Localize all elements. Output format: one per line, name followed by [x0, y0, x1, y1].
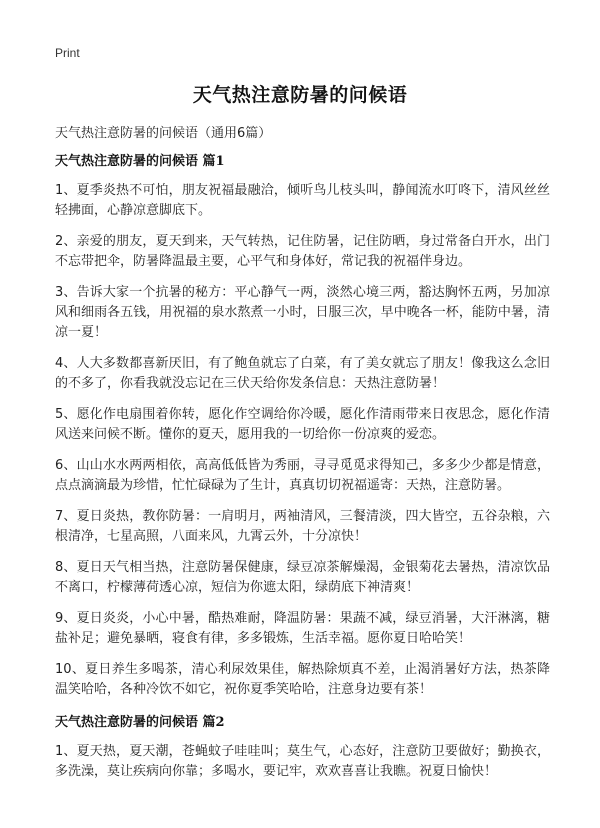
section-1 — [55, 150, 550, 700]
paragraph: 6、山山水水两两相依，高高低低皆为秀丽，寻寻觅觅求得知己，多多少少都是情意，点点滴滴最为珍惜，忙忙碌碌为了生计，真真切切祝福遥寄：天热，注意防暑。 — [55, 458, 550, 493]
paragraph: 1、夏天热，夏天潮，苍蝇蚊子哇哇叫；莫生气，心态好，注意防卫要做好；勤换衣，多洗澡，莫让疾病向你靠；多喝水，要记牢，欢欢喜喜让我瞧。祝夏日愉快！ — [55, 744, 550, 779]
section-heading: 天气热注意防暑的问候语 篇1 — [55, 154, 225, 169]
paragraph: 7、夏日炎热，教你防暑：一肩明月，两袖清风，三餐清淡，四大皆空，五谷杂粮，六根清净，七星高照，八面来风，九霄云外，十分凉快！ — [55, 509, 550, 544]
paragraph: 3、告诉大家一个抗暑的秘方：平心静气一两，淡然心境三两，豁达胸怀五两，另加凉风和细雨各五钱，用祝福的泉水熬煮一小时，日服三次，早中晚各一杯，能防中暑，清凉一夏！ — [55, 285, 550, 340]
paragraph: 9、夏日炎炎，小心中暑，酷热难耐，降温防暑：果蔬不减，绿豆消暑，大汗淋漓，糖盐补足；避免暴晒，寝食有律，多多锻炼，生活幸福。愿你夏日哈哈笑！ — [55, 611, 550, 646]
document-body — [55, 150, 550, 793]
print-link[interactable]: Print — [55, 46, 80, 60]
paragraph: 1、夏季炎热不可怕，朋友祝福最融洽，倾听鸟儿枝头叫，静闻流水叮咚下，清风丝丝轻拂面，心静凉意脚底下。 — [55, 183, 550, 218]
document-subtitle: 天气热注意防暑的问候语（通用6篇） — [55, 126, 272, 141]
paragraph: 4、人大多数都喜新厌旧，有了鲍鱼就忘了白菜，有了美女就忘了朋友！像我这么念旧的不多了，你看我就没忘记在三伏天给你发条信息：天热注意防暑！ — [55, 356, 550, 391]
paragraph: 5、愿化作电扇围着你转，愿化作空调给你冷暖，愿化作清雨带来日夜思念，愿化作清风送来问候不断。懂你的夏天，愿用我的一切给你一份凉爽的爱恋。 — [55, 407, 550, 442]
paragraph: 10、夏日养生多喝茶，清心利尿效果佳，解热除烦真不差，止渴消暑好方法，热茶降温笑哈哈，各种冷饮不如它，祝你夏季笑哈哈，注意身边要有茶！ — [55, 662, 550, 697]
section-heading: 天气热注意防暑的问候语 篇2 — [55, 715, 225, 730]
paragraph: 8、夏日天气相当热，注意防暑保健康，绿豆凉茶解燥渴，金银菊花去暑热，清凉饮品不离口，柠檬薄荷透心凉，短信为你遮太阳，绿荫底下神清爽！ — [55, 560, 550, 595]
paragraph: 2、亲爱的朋友，夏天到来，天气转热，记住防暑，记住防晒，身过常备白开水，出门不忘带把伞，防暑降温最主要，心平气和身体好，常记我的祝福伴身边。 — [55, 234, 550, 269]
section-2 — [55, 711, 550, 782]
page-title: 天气热注意防暑的问候语 — [192, 84, 408, 106]
